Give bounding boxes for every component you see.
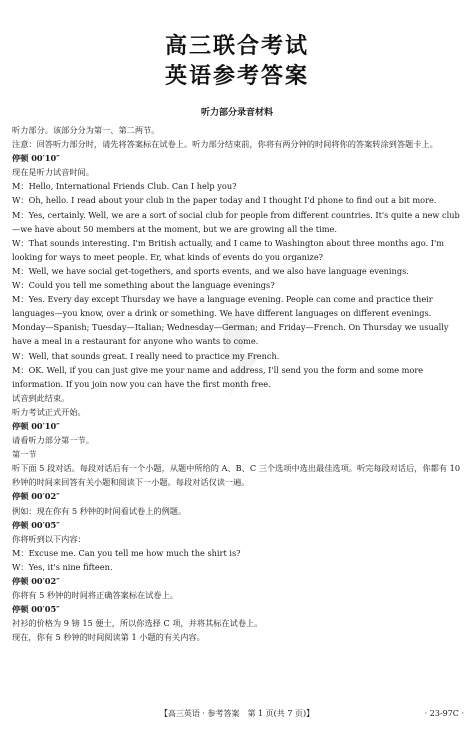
paragraph: M：OK. Well, if you can just give me your name and address, I'll send you the form and some more information. If you join now you can have the first month free.	[12, 364, 424, 389]
paragraph: 第一节	[12, 449, 37, 460]
paragraph: 请看听力部分第一节。	[12, 435, 94, 446]
footer-code: · 23-97C ·	[424, 709, 464, 718]
paragraph: 听力部分。该部分分为第一、第二两节。	[12, 125, 160, 135]
paragraph: 你将听到以下内容：	[12, 533, 86, 544]
paragraph: W：Oh, hello. I read about your club in the paper today and I thought I'd phone to find out a bit more.	[12, 195, 437, 206]
paragraph: 衬衫的价格为 9 镑 15 便士，所以你选择 C 项，并将其标在试卷上。	[12, 618, 263, 629]
title-line-2: 英语参考答案	[164, 64, 309, 89]
section-subtitle: 听力部分录音材料	[200, 108, 273, 118]
footer-page-info: 【高三英语 · 参考答案 第 1 页(共 7 页)】	[159, 709, 315, 718]
paragraph: M：Excuse me. Can you tell me how much the shirt is?	[12, 547, 241, 558]
paragraph: 停顿 00′10″	[12, 153, 60, 164]
paragraph: W：Yes, it's nine fifteen.	[12, 561, 113, 572]
paragraph: 停顿 00′02″	[12, 576, 60, 586]
paragraph: 试音到此结束。	[12, 392, 70, 403]
paragraph: 现在是听力试音时间。	[12, 167, 94, 178]
paragraph: 停顿 00′10″	[12, 420, 60, 431]
paragraph: M：Yes. Every day except Thursday we have a language evening. People can come and practice their languages—you know, over a drink or something. We have different languages on different evenings. Monday—Spanish; Tuesday—Italian; Wednesday—German; and Friday—French. On Thursday we usually have a meal in a restaurant for anyone who wants to come.	[12, 294, 449, 347]
document-body	[12, 123, 464, 644]
paragraph: 听下面 5 段对话。每段对话后有一个小题，从题中所给的 A、B、C 三个选项中选出最佳选项。听完每段对话后，你都有 10 秒钟的时间来回答有关小题和阅读下一小题。每段对话仅读一遍。	[12, 463, 461, 488]
paragraph: 例如：现在你有 5 秒钟的时间看试卷上的例题。	[12, 505, 187, 516]
paragraph: M：Well, we have social get-togethers, and sports events, and we also have language evenings.	[12, 265, 409, 276]
paragraph: 注意：回答听力部分时，请先将答案标在试卷上。听力部分结束前，你将有两分钟的时间将你的答案转涂到答题卡上。	[12, 139, 438, 150]
paragraph: 你将有 5 秒钟的时间将正确答案标在试卷上。	[12, 590, 178, 601]
paragraph: 停顿 00′05″	[12, 604, 60, 615]
paragraph: W：That sounds interesting. I'm British actually, and I came to Washington about three months ago. I'm looking for ways to meet people. Er, what kinds of events do you organize?	[12, 237, 445, 262]
page-footer	[0, 707, 474, 721]
paragraph: 现在，你有 5 秒钟的时间阅读第 1 小题的有关内容。	[12, 632, 205, 643]
paragraph: W：Well, that sounds great. I really need to practice my French.	[12, 350, 280, 361]
title-line-1: 高三联合考试	[164, 34, 309, 59]
paragraph: W：Could you tell me something about the language evenings?	[12, 280, 275, 291]
paragraph: M：Yes, certainly. Well, we are a sort of social club for people from different countries. It's quite a new club—we have about 50 members at the moment, but we are growing all the time.	[12, 209, 460, 234]
paragraph: 停顿 00′02″	[12, 491, 60, 502]
paragraph: 听力考试正式开始。	[12, 406, 86, 417]
paragraph: 停顿 00′05″	[12, 519, 60, 530]
paragraph: M：Hello, International Friends Club. Can I help you?	[12, 181, 237, 192]
